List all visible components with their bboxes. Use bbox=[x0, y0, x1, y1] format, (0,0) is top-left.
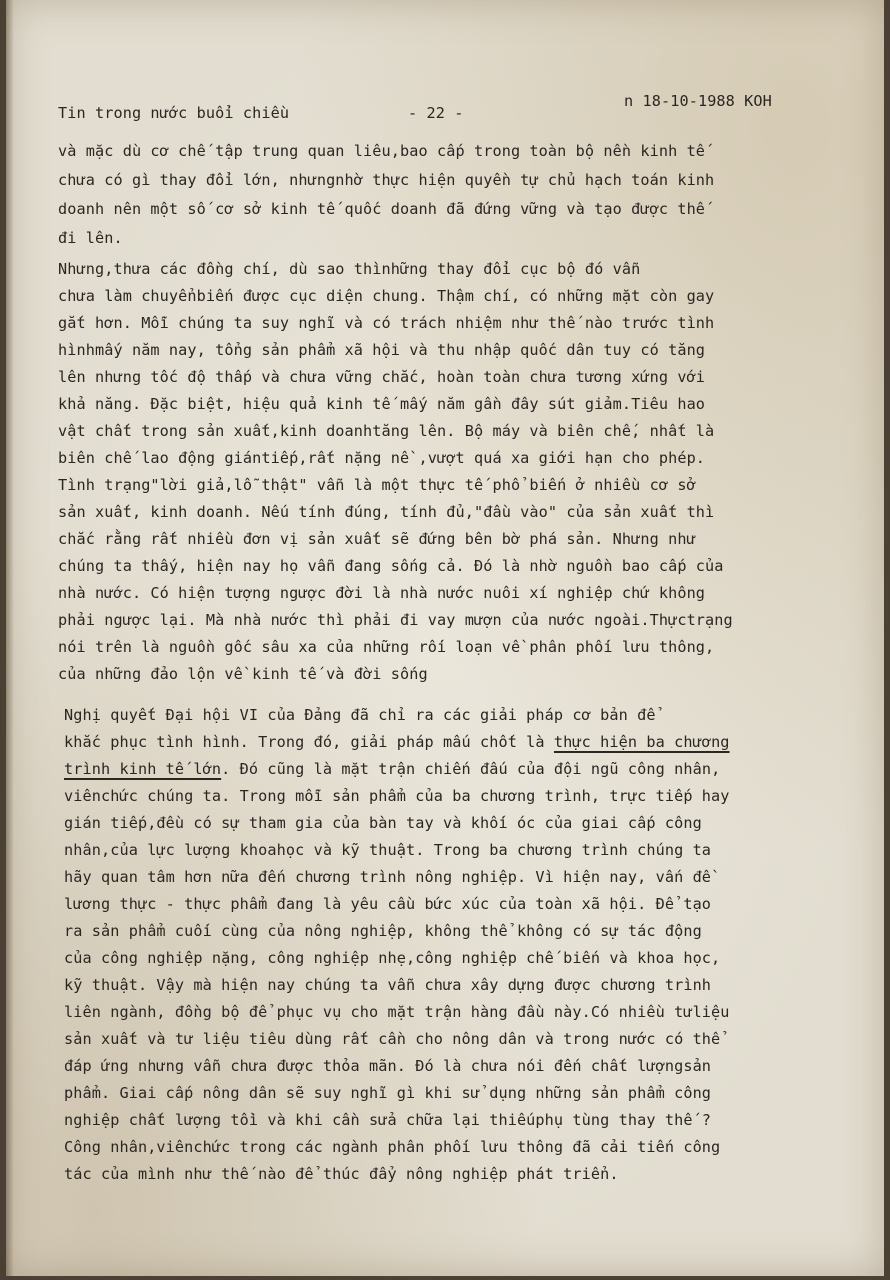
text-line: Công nhân,viênchức trong các ngành phân phối lưu thông đã cải tiến công bbox=[64, 1138, 721, 1156]
text-line: đi lên. bbox=[58, 229, 123, 247]
underlined-phrase: thực hiện ba chương bbox=[553, 733, 730, 751]
text-line: tác của mình như thế nào để thúc đẩy nông nghiệp phát triển. bbox=[64, 1165, 619, 1183]
text-segment: khắc phục tình hình. Trong đó, giải pháp mấu chốt là bbox=[64, 733, 554, 751]
text-line: và mặc dù cơ chế tập trung quan liêu,bao cấp trong toàn bộ nền kinh tế bbox=[58, 142, 706, 160]
text-line: Nghị quyết Đại hội VI của Đảng đã chỉ ra các giải pháp cơ bản để bbox=[64, 706, 656, 724]
header-source: Tin trong nước buổi chiều bbox=[58, 104, 290, 122]
header-date-code: n 18-10-1988 KOH bbox=[624, 92, 772, 110]
text-line: lương thực - thực phẩm đang là yêu cầu bức xúc của toàn xã hội. Để tạo bbox=[64, 895, 712, 913]
text-line: nghiệp chất lượng tồi và khi cần sửa chữa lại thiếuphụ tùng thay thế ? bbox=[64, 1111, 712, 1129]
text-line: của những đảo lộn về kinh tế và đời sống bbox=[58, 665, 428, 683]
text-line: chưa làm chuyểnbiến được cục diện chung. Thậm chí, có những mặt còn gay bbox=[58, 287, 715, 305]
text-line: doanh nên một số cơ sở kinh tế quốc doanh đã đứng vững và tạo được thế bbox=[58, 200, 706, 218]
text-line: Nhưng,thưa các đồng chí, dù sao thìnhững thay đổi cục bộ đó vẫn bbox=[58, 260, 641, 278]
text-line: kỹ thuật. Vậy mà hiện nay chúng ta vẫn chưa xây dựng được chương trình bbox=[64, 976, 712, 994]
text-line: phẩm. Giai cấp nông dân sẽ suy nghĩ gì khi sử dụng những sản phẩm công bbox=[64, 1084, 712, 1102]
text-line: Tình trạng"lời giả,lỗ thật" vẫn là một thực tế phổ biến ở nhiều cơ sở bbox=[58, 476, 696, 494]
text-line: vật chất trong sản xuất,kinh doanhtăng lên. Bộ máy và biên chế, nhất là bbox=[58, 422, 715, 440]
text-line: chắc rằng rất nhiều đơn vị sản xuất sẽ đứng bên bờ phá sản. Nhưng như bbox=[58, 530, 696, 548]
text-line: ra sản phẩm cuối cùng của nông nghiệp, không thể không có sự tác động bbox=[64, 922, 702, 940]
text-line: khả năng. Đặc biệt, hiệu quả kinh tế mấy năm gần đây sút giảm.Tiêu hao bbox=[58, 395, 706, 413]
text-line: của công nghiệp nặng, công nghiệp nhẹ,công nghiệp chế biến và khoa học, bbox=[64, 949, 721, 967]
text-line: sản xuất và tư liệu tiêu dùng rất cần cho nông dân và trong nước có thể bbox=[64, 1030, 721, 1048]
text-line: hãy quan tâm hơn nữa đến chương trình nông nghiệp. Vì hiện nay, vấn đề bbox=[64, 868, 712, 886]
text-line: nhà nước. Có hiện tượng ngược đời là nhà nước nuôi xí nghiệp chứ không bbox=[58, 584, 706, 602]
text-line: nhân,của lực lượng khoahọc và kỹ thuật. Trong ba chương trình chúng ta bbox=[64, 841, 712, 859]
text-line: nói trên là nguồn gốc sâu xa của những rối loạn về phân phối lưu thông, bbox=[58, 638, 715, 656]
text-line: hìnhmấy năm nay, tổng sản phẩm xã hội và thu nhập quốc dân tuy có tăng bbox=[58, 341, 706, 359]
text-line: chúng ta thấy, hiện nay họ vẫn đang sống cả. Đó là nhờ nguồn bao cấp của bbox=[58, 557, 724, 575]
text-line: sản xuất, kinh doanh. Nếu tính đúng, tính đủ,"đầu vào" của sản xuất thì bbox=[58, 503, 715, 521]
text-line: viênchức chúng ta. Trong mỗi sản phẩm của ba chương trình, trực tiếp hay bbox=[64, 787, 730, 805]
text-line: chưa có gì thay đổi lớn, nhưngnhờ thực hiện quyền tự chủ hạch toán kinh bbox=[58, 171, 715, 189]
text-line: phải ngược lại. Mà nhà nước thì phải đi vay mượn của nước ngoài.Thựctrạng bbox=[58, 611, 733, 629]
document-page bbox=[6, 0, 884, 1276]
underlined-phrase: trình kinh tế lớn bbox=[64, 760, 222, 778]
page-edge-shadow bbox=[6, 0, 14, 1276]
text-line: đáp ứng nhưng vẫn chưa được thỏa mãn. Đó là chưa nói đến chất lượngsản bbox=[64, 1057, 712, 1075]
text-segment: . Đó cũng là mặt trận chiến đấu của đội ngũ công nhân, bbox=[221, 760, 721, 778]
text-line: liên ngành, đồng bộ để phục vụ cho mặt trận hàng đầu này.Có nhiều tưliệu bbox=[64, 1003, 730, 1021]
text-line: biên chế lao động giántiếp,rất nặng nề ,vượt quá xa giới hạn cho phép. bbox=[58, 449, 706, 467]
text-line: lên nhưng tốc độ thấp và chưa vững chắc, hoàn toàn chưa tương xứng với bbox=[58, 368, 706, 386]
text-line: gắt hơn. Mỗi chúng ta suy nghĩ và có trách nhiệm như thế nào trước tình bbox=[58, 314, 715, 332]
text-line: gián tiếp,đều có sự tham gia của bàn tay và khối óc của giai cấp công bbox=[64, 814, 702, 832]
header-page-number: - 22 - bbox=[408, 104, 464, 122]
text-line-with-emphasis bbox=[64, 733, 730, 751]
text-line-with-emphasis bbox=[64, 760, 720, 778]
